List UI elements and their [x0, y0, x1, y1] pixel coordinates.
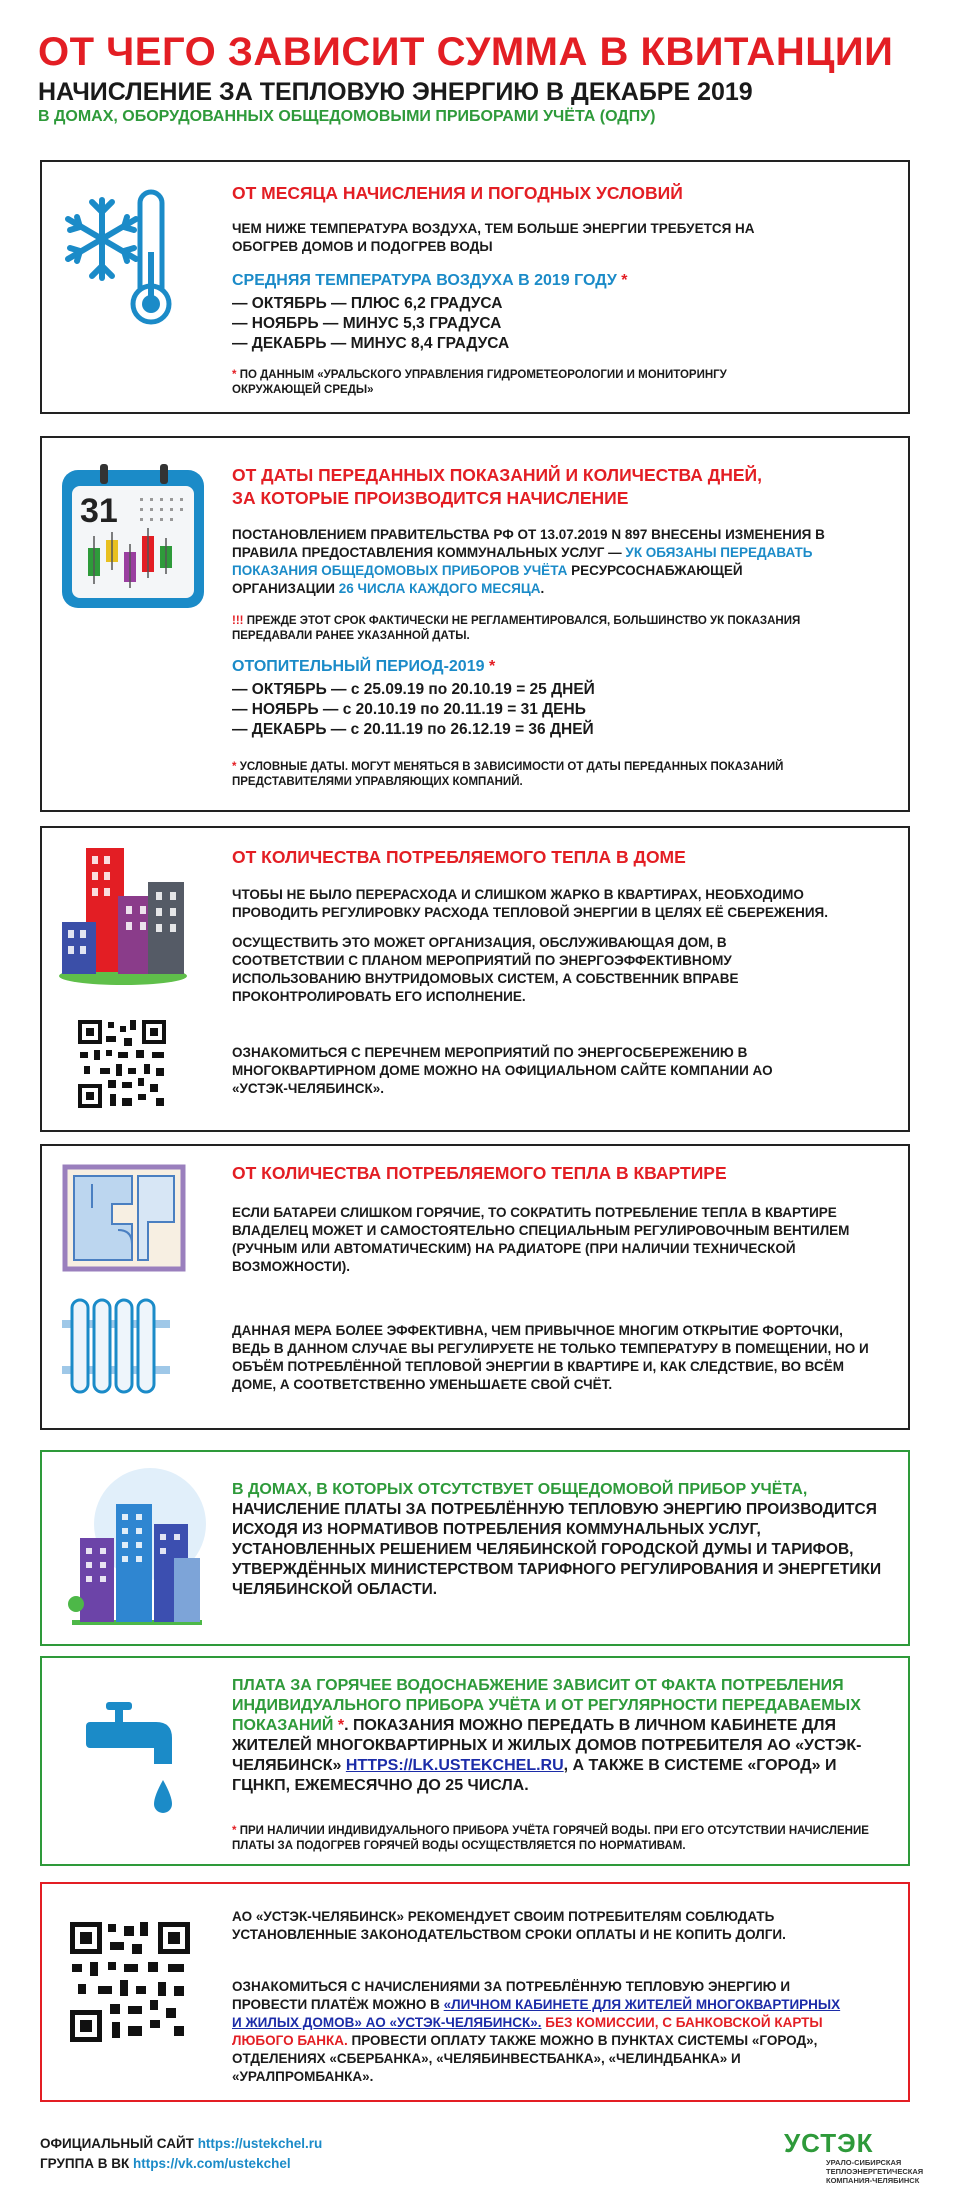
- footnote: * УСЛОВНЫЕ ДАТЫ. МОГУТ МЕНЯТЬСЯ В ЗАВИСИМОСТИ ОТ ДАТЫ ПЕРЕДАННЫХ ПОКАЗАНИЙ ПРЕДСТАВИТЕЛЯМИ УПРАВЛЯЮЩИХ КОМПАНИЙ.: [232, 761, 784, 788]
- period-list: [232, 680, 595, 740]
- qr-code-icon[interactable]: [68, 1920, 192, 2044]
- section-text: ПОСТАНОВЛЕНИЕМ ПРАВИТЕЛЬСТВА РФ ОТ 13.07.2019 N 897 ВНЕСЕНЫ ИЗМЕНЕНИЯ В ПРАВИЛА ПРЕДОСТАВЛЕНИЯ КОММУНАЛЬНЫХ УСЛУГ — УК ОБЯЗАНЫ ПЕРЕДАВАТЬ ПОКАЗАНИЯ ОБЩЕДОМОВЫХ ПРИБОРОВ УЧЁТА РЕСУРСОСНАБЖАЮЩЕЙ ОРГАНИЗАЦИИ 26 ЧИСЛА КАЖДОГО МЕСЯЦА.: [232, 527, 825, 596]
- footer-vk: ГРУППА В ВК https://vk.com/ustekchel: [40, 2156, 291, 2171]
- section-text: ЧТОБЫ НЕ БЫЛО ПЕРЕРАСХОДА И СЛИШКОМ ЖАРКО В КВАРТИРАХ, НЕОБХОДИМО ПРОВОДИТЬ РЕГУЛИРОВКУ РАСХОДА ТЕПЛОВОЙ ЭНЕРГИИ В ЦЕЛЯХ ЕЁ СБЕРЕЖЕНИЯ.: [232, 887, 828, 920]
- section-text: ОЗНАКОМИТЬСЯ С НАЧИСЛЕНИЯМИ ЗА ПОТРЕБЛЁННУЮ ТЕПЛОВУЮ ЭНЕРГИЮ И ПРОВЕСТИ ПЛАТЁЖ МОЖНО В «ЛИЧНОМ КАБИНЕТЕ ДЛЯ ЖИТЕЛЕЙ МНОГОКВАРТИРНЫХ И ЖИЛЫХ ДОМОВ» АО «УСТЭК-ЧЕЛЯБИНСК». БЕЗ КОМИССИИ, С БАНКОВСКОЙ КАРТЫ ЛЮБОГО БАНКА. ПРОВЕСТИ ОПЛАТУ ТАКЖЕ МОЖНО В ПУНКТАХ СИСТЕМЫ «ГОРОД», ОТДЕЛЕНИЯХ «СБЕРБАНКА», «ЧЕЛЯБИНВЕСТБАНКА», «ЧЕЛИНДБАНКА» И «УРАЛПРОМБАНКА».: [232, 1979, 841, 2084]
- list-item: — ОКТЯБРЬ — ПЛЮС 6,2 ГРАДУСА: [232, 295, 503, 312]
- page-subtitle: НАЧИСЛЕНИЕ ЗА ТЕПЛОВУЮ ЭНЕРГИЮ В ДЕКАБРЕ 2019: [38, 78, 753, 106]
- radiator-icon: [62, 1296, 170, 1396]
- section-heading: [232, 464, 762, 510]
- section-text: ДАННАЯ МЕРА БОЛЕЕ ЭФФЕКТИВНА, ЧЕМ ПРИВЫЧНОЕ МНОГИМ ОТКРЫТИЕ ФОРТОЧКИ, ВЕДЬ В ДАННОМ СЛУЧАЕ ВЫ РЕГУЛИРУЕТЕ НЕ ТОЛЬКО ТЕМПЕРАТУРУ В ПОМЕЩЕНИИ, НО И ОБЪЁМ ПОТРЕБЛЁННОЙ ТЕПЛОВОЙ ЭНЕРГИИ В КВАРТИРЕ И, КАК СЛЕДСТВИЕ, ВО ВСЁМ ДОМЕ, А СООТВЕТСТВЕННО УМЕНЬШАЕТЕ СВОЙ СЧЁТ.: [232, 1323, 869, 1392]
- footnote: * ПО ДАННЫМ «УРАЛЬСКОГО УПРАВЛЕНИЯ ГИДРОМЕТЕОРОЛОГИИ И МОНИТОРИНГУ ОКРУЖАЮЩЕЙ СРЕДЫ»: [232, 369, 727, 396]
- section-text: ЕСЛИ БАТАРЕИ СЛИШКОМ ГОРЯЧИЕ, ТО СОКРАТИТЬ ПОТРЕБЛЕНИЕ ТЕПЛА В КВАРТИРЕ ВЛАДЕЛЕЦ МОЖЕТ И САМОСТОЯТЕЛЬНО СПЕЦИАЛЬНЫМ РЕГУЛИРОВОЧНЫМ ВЕНТИЛЕМ (РУЧНЫМ ИЛИ АВТОМАТИЧЕСКИМ) НА РАДИАТОРЕ (ПРИ НАЛИЧИИ ТЕХНИЧЕСКОЙ ВОЗМОЖНОСТИ).: [232, 1205, 850, 1274]
- avg-temp-heading: СРЕДНЯЯ ТЕМПЕРАТУРА ВОЗДУХА В 2019 ГОДУ *: [232, 272, 628, 289]
- company-logo: УСТЭК: [784, 2128, 874, 2158]
- footnote: * ПРИ НАЛИЧИИ ИНДИВИДУАЛЬНОГО ПРИБОРА УЧЁТА ГОРЯЧЕЙ ВОДЫ. ПРИ ЕГО ОТСУТСТВИИ НАЧИСЛЕНИЕ ПЛАТЫ ЗА ПОДОГРЕВ ГОРЯЧЕЙ ВОДЫ ОСУЩЕСТВЛЯЕТСЯ ПО НОРМАТИВАМ.: [232, 1825, 869, 1852]
- warning-note: !!! ПРЕЖДЕ ЭТОТ СРОК ФАКТИЧЕСКИ НЕ РЕГЛАМЕНТИРОВАЛСЯ, БОЛЬШИНСТВО УК ПОКАЗАНИЯ ПЕРЕДАВАЛИ РАНЕЕ УКАЗАННОЙ ДАТЫ.: [232, 615, 801, 642]
- footer-site: ОФИЦИАЛЬНЫЙ САЙТ https://ustekchel.ru: [40, 2136, 323, 2151]
- buildings-icon: [56, 842, 190, 986]
- city-buildings-icon: [64, 1468, 208, 1628]
- section-weather: [40, 160, 910, 414]
- section-house-heat: [40, 826, 910, 1132]
- heading-line: ОТ ДАТЫ ПЕРЕДАННЫХ ПОКАЗАНИЙ И КОЛИЧЕСТВА ДНЕЙ,: [232, 465, 762, 485]
- page-tagline: В ДОМАХ, ОБОРУДОВАННЫХ ОБЩЕДОМОВЫМИ ПРИБОРАМИ УЧЁТА (ОДПУ): [38, 108, 656, 125]
- section-apartment-heat: [40, 1144, 910, 1430]
- section-heading: ОТ КОЛИЧЕСТВА ПОТРЕБЛЯЕМОГО ТЕПЛА В ДОМЕ: [232, 847, 686, 867]
- heading-line: ЗА КОТОРЫЕ ПРОИЗВОДИТСЯ НАЧИСЛЕНИЕ: [232, 488, 629, 508]
- section-no-meter: [40, 1450, 910, 1646]
- vk-link[interactable]: https://vk.com/ustekchel: [133, 2156, 291, 2171]
- company-logo-caption: УРАЛО-СИБИРСКАЯ ТЕПЛОЭНЕРГЕТИЧЕСКАЯ КОМПАНИЯ-ЧЕЛЯБИНСК: [826, 2158, 924, 2185]
- section-text: НАЧИСЛЕНИЕ ПЛАТЫ ЗА ПОТРЕБЛЁННУЮ ТЕПЛОВУЮ ЭНЕРГИЮ ПРОИЗВОДИТСЯ ИСХОДЯ ИЗ НОРМАТИВОВ ПОТРЕБЛЕНИЯ КОММУНАЛЬНЫХ УСЛУГ, УСТАНОВЛЕННЫХ РЕШЕНИЕМ ЧЕЛЯБИНСКОЙ ГОРОДСКОЙ ДУМЫ И ТАРИФОВ, УТВЕРЖДЁННЫХ МИНИСТЕРСТВОМ ТАРИФНОГО РЕГУЛИРОВАНИЯ И ЭНЕРГЕТИКИ ЧЕЛЯБИНСКОЙ ОБЛАСТИ.: [232, 1501, 882, 1598]
- calendar-day: 31: [80, 492, 118, 530]
- section-text: ОЗНАКОМИТЬСЯ С ПЕРЕЧНЕМ МЕРОПРИЯТИЙ ПО ЭНЕРГОСБЕРЕЖЕНИЮ В МНОГОКВАРТИРНОМ ДОМЕ МОЖНО НА ОФИЦИАЛЬНОМ САЙТЕ КОМПАНИИ АО «УСТЭК-ЧЕЛЯБИНСК».: [232, 1045, 773, 1096]
- section-text: ЧЕМ НИЖЕ ТЕМПЕРАТУРА ВОЗДУХА, ТЕМ БОЛЬШЕ ЭНЕРГИИ ТРЕБУЕТСЯ НА ОБОГРЕВ ДОМОВ И ПОДОГРЕВ ВОДЫ: [232, 221, 755, 254]
- page-title: ОТ ЧЕГО ЗАВИСИТ СУММА В КВИТАНЦИИ: [38, 30, 894, 74]
- lk-link[interactable]: «ЛИЧНОМ КАБИНЕТЕ ДЛЯ ЖИТЕЛЕЙ МНОГОКВАРТИРНЫХ И ЖИЛЫХ ДОМОВ» АО «УСТЭК-ЧЕЛЯБИНСК».: [232, 1997, 841, 2030]
- section-dates: [40, 436, 910, 812]
- snowflake-thermometer-icon: [60, 182, 172, 332]
- section-heading: В ДОМАХ, В КОТОРЫХ ОТСУТСТВУЕТ ОБЩЕДОМОВОЙ ПРИБОР УЧЁТА,: [232, 1481, 808, 1498]
- temp-list: [232, 294, 509, 354]
- section-heading: ПЛАТА ЗА ГОРЯЧЕЕ ВОДОСНАБЖЕНИЕ ЗАВИСИТ ОТ ФАКТА ПОТРЕБЛЕНИЯ ИНДИВИДУАЛЬНОГО ПРИБОРА УЧЁТА И ОТ РЕГУЛЯРНОСТИ ПЕРЕДАВАЕМЫХ ПОКАЗАНИЙ *. ПОКАЗАНИЯ МОЖНО ПЕРЕДАТЬ В ЛИЧНОМ КАБИНЕТЕ ДЛЯ ЖИТЕЛЕЙ МНОГОКВАРТИРНЫХ И ЖИЛЫХ ДОМОВ ПОТРЕБИТЕЛЯ АО «УСТЭК-ЧЕЛЯБИНСК» HTTPS://LK.USTEKCHEL.RU, А ТАКЖЕ В СИСТЕМЕ «ГОРОД» И ГЦНКП, ЕЖЕМЕСЯЧНО ДО 25 ЧИСЛА.: [232, 1677, 862, 1794]
- list-item: — ДЕКАБРЬ — МИНУС 8,4 ГРАДУСА: [232, 335, 510, 352]
- water-tap-icon: [86, 1698, 186, 1826]
- section-heading: ОТ МЕСЯЦА НАЧИСЛЕНИЯ И ПОГОДНЫХ УСЛОВИЙ: [232, 183, 683, 203]
- list-item: — НОЯБРЬ — МИНУС 5,3 ГРАДУСА: [232, 315, 502, 332]
- section-hot-water: [40, 1656, 910, 1866]
- list-item: — НОЯБРЬ — с 20.10.19 по 20.11.19 = 31 ДЕНЬ: [232, 701, 586, 718]
- list-item: — ДЕКАБРЬ — с 20.11.19 по 26.12.19 = 36 ДНЕЙ: [232, 721, 594, 738]
- floorplan-icon: [62, 1164, 186, 1272]
- section-text: ОСУЩЕСТВИТЬ ЭТО МОЖЕТ ОРГАНИЗАЦИЯ, ОБСЛУЖИВАЮЩАЯ ДОМ, В СООТВЕТСТВИИ С ПЛАНОМ МЕРОПРИЯТИЙ ПО ЭНЕРГОЭФФЕКТИВНОМУ ИСПОЛЬЗОВАНИЮ ВНУТРИДОМОВЫХ СИСТЕМ, А СОБСТВЕННИК ВПРАВЕ ПРОКОНТРОЛИРОВАТЬ ЕГО ИСПОЛНЕНИЕ.: [232, 935, 739, 1004]
- list-item: — ОКТЯБРЬ — с 25.09.19 по 20.10.19 = 25 ДНЕЙ: [232, 681, 595, 698]
- lk-link[interactable]: HTTPS://LK.USTEKCHEL.RU: [345, 1757, 564, 1774]
- heating-period-heading: ОТОПИТЕЛЬНЫЙ ПЕРИОД-2019 *: [232, 658, 496, 675]
- qr-code-icon[interactable]: [76, 1018, 168, 1110]
- site-link[interactable]: https://ustekchel.ru: [197, 2136, 323, 2151]
- section-text: АО «УСТЭК-ЧЕЛЯБИНСК» РЕКОМЕНДУЕТ СВОИМ ПОТРЕБИТЕЛЯМ СОБЛЮДАТЬ УСТАНОВЛЕННЫЕ ЗАКОНОДАТЕЛЬСТВОМ СРОКИ ОПЛАТЫ И НЕ КОПИТЬ ДОЛГИ.: [232, 1909, 786, 1942]
- section-heading: ОТ КОЛИЧЕСТВА ПОТРЕБЛЯЕМОГО ТЕПЛА В КВАРТИРЕ: [232, 1163, 727, 1183]
- section-payment: [40, 1882, 910, 2102]
- calendar-icon: [60, 464, 206, 610]
